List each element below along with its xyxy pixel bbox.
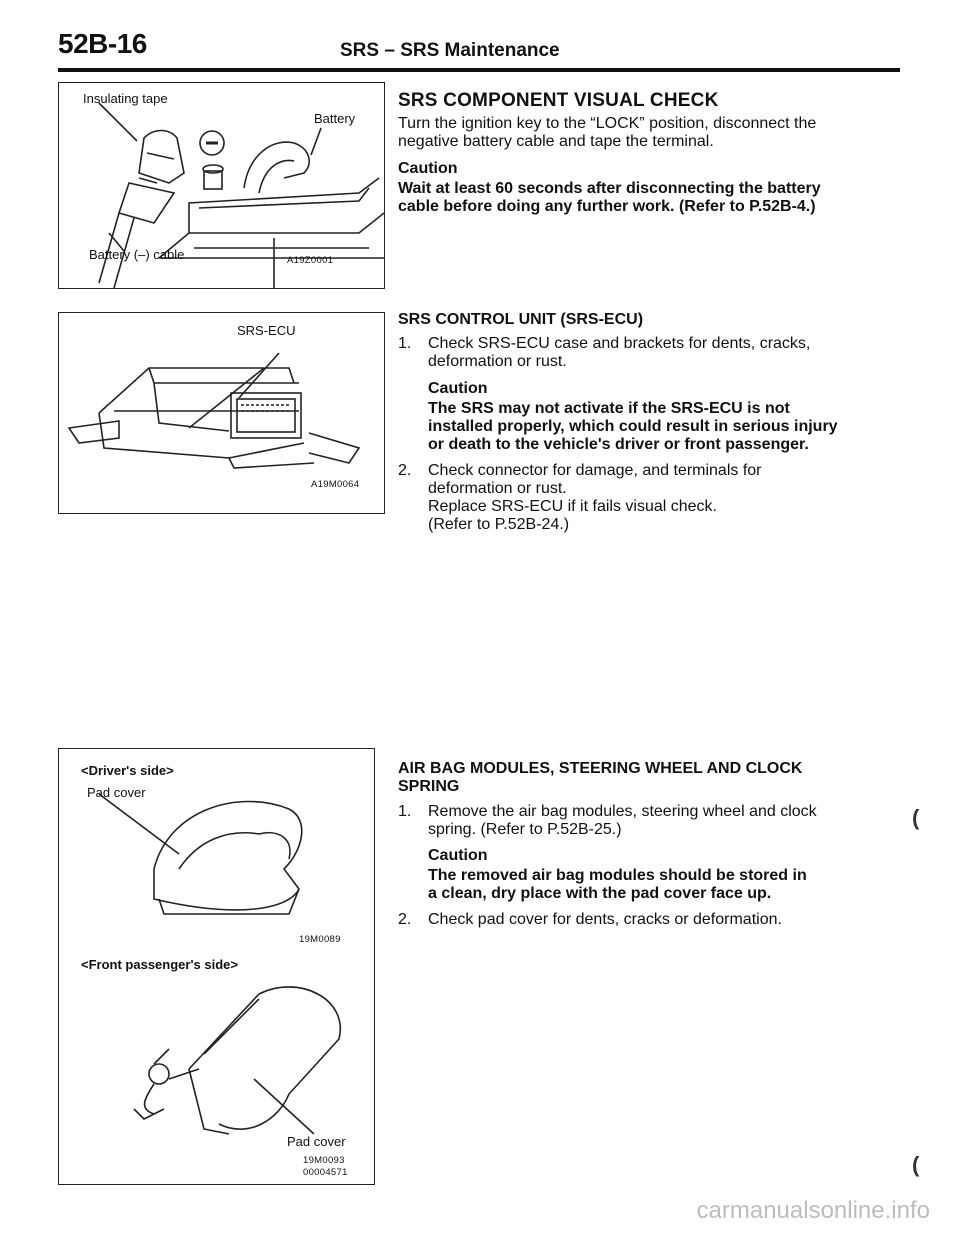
figure-pad-covers — [58, 748, 375, 1185]
section3-caution-line1: The removed air bag modules should be stored in — [428, 867, 807, 884]
figure-srs-ecu — [58, 312, 385, 514]
section-heading-air-bag: AIR BAG MODULES, STEERING WHEEL AND CLOCK — [398, 760, 803, 777]
label-insulating-tape: Insulating tape — [83, 91, 168, 106]
label-pad-cover-driver: Pad cover — [87, 785, 146, 800]
list-number: 1. — [398, 803, 412, 820]
label-srs-ecu: SRS-ECU — [237, 323, 296, 338]
list-text-line: spring. (Refer to P.52B-25.) — [428, 821, 622, 838]
section2-caution: Caution — [428, 380, 488, 397]
scan-mark: ( — [912, 805, 920, 830]
list-text-line: Check pad cover for dents, cracks or deformation. — [428, 911, 782, 928]
figure-code: A19Z0001 — [287, 255, 334, 266]
section1-caution-line2: cable before doing any further work. (Refer to P.52B-4.) — [398, 198, 816, 215]
section1-line2: negative battery cable and tape the terminal. — [398, 133, 714, 150]
list-item — [398, 911, 898, 931]
section1-caution-line1: Wait at least 60 seconds after disconnecting the battery — [398, 180, 821, 197]
list-item — [398, 803, 898, 843]
figure-code-passenger: 19M0093 — [303, 1155, 345, 1166]
label-passengers-side: <Front passenger's side> — [81, 957, 238, 972]
section3-caution-line2: a clean, dry place with the pad cover face up. — [428, 885, 772, 902]
scan-mark: ( — [912, 1152, 920, 1177]
section1-line1: Turn the ignition key to the “LOCK” position, disconnect the — [398, 115, 817, 132]
label-pad-cover-passenger: Pad cover — [287, 1134, 346, 1149]
list-number: 1. — [398, 335, 412, 352]
list-number: 2. — [398, 911, 412, 928]
list-number: 2. — [398, 462, 412, 479]
list-text-line: deformation or rust. — [428, 353, 567, 370]
section-heading-srs-ecu: SRS CONTROL UNIT (SRS-ECU) — [398, 311, 644, 328]
watermark: carmanualsonline.info — [696, 1197, 930, 1224]
label-battery-cable: Battery (–) cable — [89, 247, 185, 262]
list-text-line: deformation or rust. — [428, 480, 567, 497]
section-heading-air-bag-line2: SPRING — [398, 778, 460, 795]
figure-battery — [58, 82, 385, 289]
section2-caution-line2: installed properly, which could result in serious injury — [428, 418, 838, 435]
section-heading-visual-check: SRS COMPONENT VISUAL CHECK — [398, 90, 719, 111]
list-text-line: Remove the air bag modules, steering wheel and clock — [428, 803, 817, 820]
label-drivers-side: <Driver's side> — [81, 763, 174, 778]
figure-code: A19M0064 — [311, 479, 360, 490]
page-title: SRS – SRS Maintenance — [340, 40, 560, 61]
section3-caution: Caution — [428, 847, 488, 864]
section2-caution-line3: or death to the vehicle's driver or front passenger. — [428, 436, 809, 453]
figure-code-doc: 00004571 — [303, 1167, 348, 1178]
label-battery: Battery — [314, 111, 356, 126]
list-item — [398, 335, 898, 375]
list-item — [398, 462, 898, 542]
list-text-line: Check SRS-ECU case and brackets for dents, cracks, — [428, 335, 811, 352]
list-text-line: Replace SRS-ECU if it fails visual check. — [428, 498, 717, 515]
list-text-line: (Refer to P.52B-24.) — [428, 516, 570, 533]
section1-caution: Caution — [398, 160, 458, 177]
figure-code-driver: 19M0089 — [299, 934, 341, 945]
list-text-line: Check connector for damage, and terminals for — [428, 462, 762, 479]
page-number: 52B-16 — [58, 28, 147, 59]
header-rule — [58, 68, 900, 72]
section2-caution-line1: The SRS may not activate if the SRS-ECU is not — [428, 400, 790, 417]
